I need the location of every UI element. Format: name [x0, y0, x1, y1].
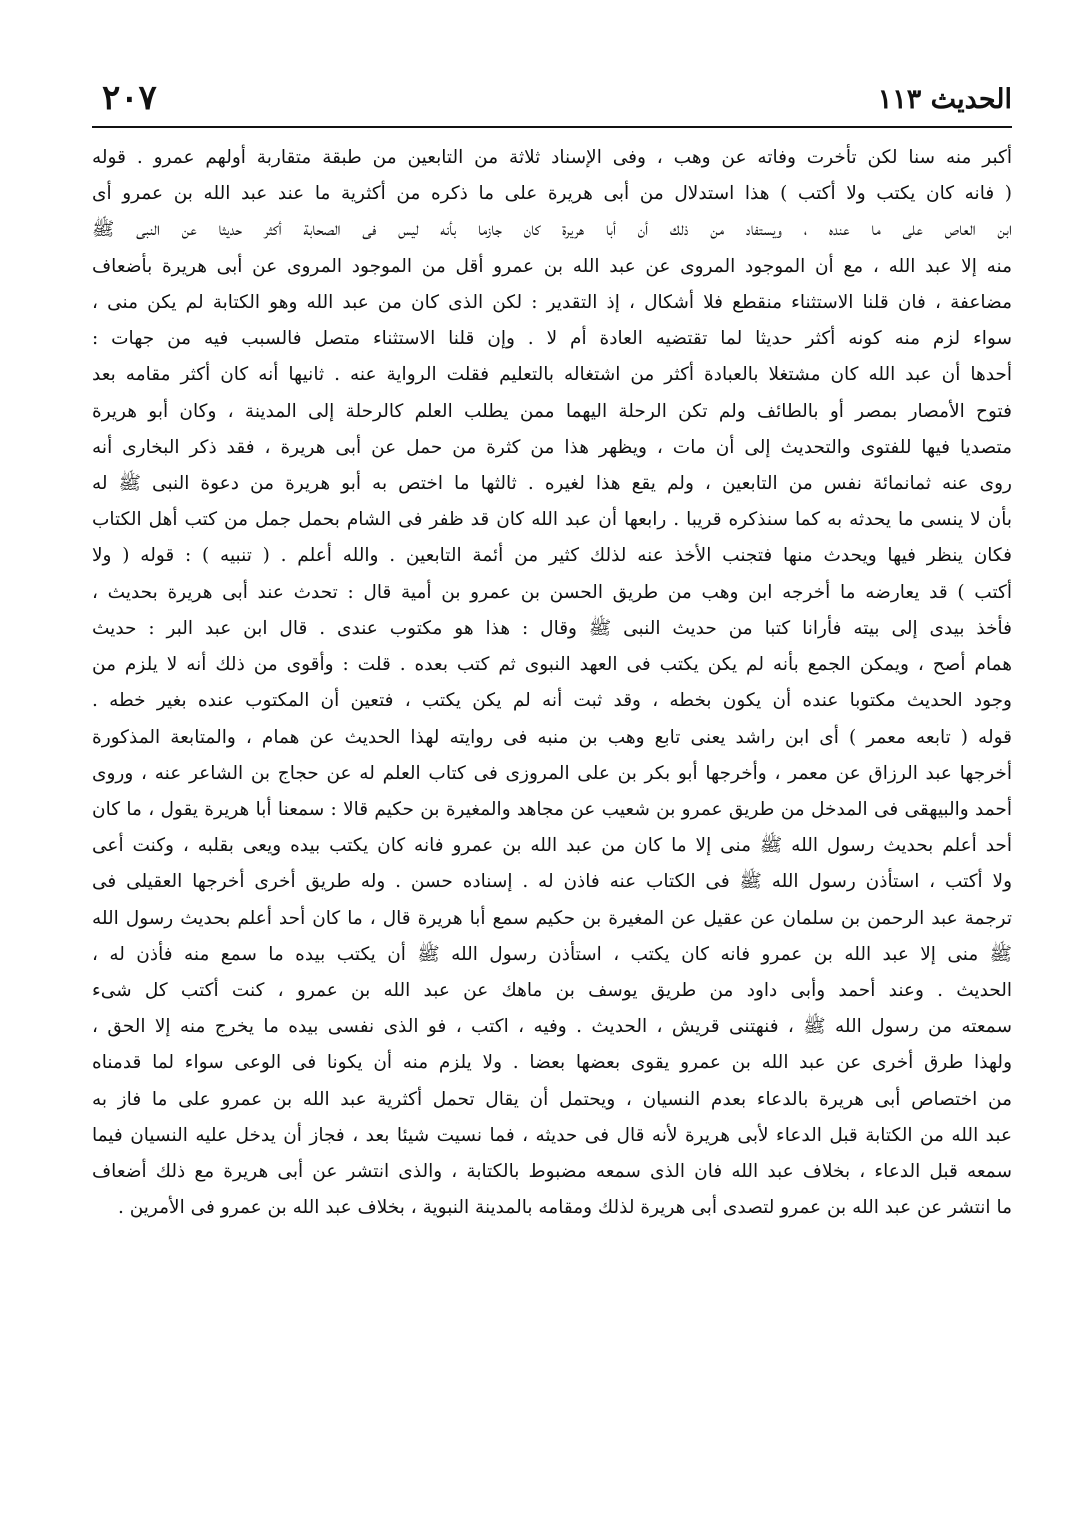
text-line: فكان ينظر فيها ويحدث منها فتجنب الأخذ عنه لذلك كثير من أئمة التابعين . والله أعلم . ( تنبيه ) : قوله ( ولا: [92, 545, 1012, 567]
text-line: متصديا فيها للفتوى والتحديث إلى أن مات ، ويظهر هذا من كثرة من حمل عن أبى هريرة ، فقد ذكر البخارى أنه: [92, 436, 1012, 458]
text-line: الحديث . وعند أحمد وأبى داود من طريق يوسف بن ماهك عن عبد الله بن عمرو ، كنت أكتب كل شىء: [92, 980, 1012, 1002]
text-line: عبد الله من الكتابة قبل الدعاء لأبى هريرة لأنه قال فى حديثه ، فما نسيت شيئا بعد ، فجاز أن يدخل عليه النسيان فيما: [92, 1124, 1012, 1146]
text-line: أخرجها عبد الرزاق عن معمر ، وأخرجها أبو بكر بن على المروزى فى كتاب العلم له عن حجاج بن الشاعر عنه ، وروى: [92, 762, 1012, 784]
text-line: قوله ( تابعه معمر ) أى ابن راشد يعنى تابع وهب بن منبه فى روايته لهذا الحديث عن همام ، والمتابعة المذكورة: [92, 726, 1012, 748]
text-line: مضاعفة ، فان قلنا الاستثناء منقطع فلا أشكال ، إذ التقدير : لكن الذى كان من عبد الله وهو الكتابة لم يكن منى ،: [92, 291, 1012, 313]
text-line: أكبر منه سنا لكن تأخرت وفاته عن وهب ، وفى الإسناد ثلاثة من التابعين من طبقة متقاربة أولهم عمرو . قوله: [92, 147, 1012, 168]
text-line: ترجمة عبد الرحمن بن سلمان عن عقيل عن المغيرة بن حكيم سمع أبا هريرة قال ، ما كان أحد أعلم بحديث رسول الله: [92, 907, 1012, 929]
text-line: ابن العاص على ما عنده ، ويستفاد من ذلك أن أبا هريرة كان جازما بأنه ليس فى الصحابة أكثر حديثا عن النبى ﷺ: [92, 219, 1012, 241]
text-line: سواء لزم منه كونه أكثر حديثا لما تقتضيه العادة أم لا . وإن قلنا الاستثناء متصل فالسبب فيه من جهات :: [92, 328, 1012, 350]
text-line: روى عنه ثمانمائة نفس من التابعين ، ولم يقع هذا لغيره . ثالثها ما اختص به أبو هريرة من دعوة النبى ﷺ له: [92, 472, 1012, 494]
text-line: منه إلا عبد الله ، مع أن الموجود المروى عن عبد الله بن عمرو أقل من الموجود المروى عن أبى هريرة بأضعاف: [92, 255, 1012, 277]
text-line: سمعته من رسول الله ﷺ ، فنهتنى قريش ، الحديث . وفيه ، اكتب ، فو الذى نفسى بيده ما يخرج منه إلا الحق ،: [92, 1016, 1012, 1038]
text-line: ولهذا طرق أخرى عن عبد الله بن عمرو يقوى بعضها بعضا . ولا يلزم منه أن يكونا فى الوعى سواء لما قدمناه: [92, 1052, 1012, 1074]
text-line: ما انتشر عن عبد الله بن عمرو لتصدى أبى هريرة لذلك ومقامه بالمدينة النبوية ، بخلاف عبد الله بن عمرو فى الأمرين .: [117, 1197, 1012, 1219]
text-line: فأخذ بيدى إلى بيته فأرانا كتبا من حديث النبى ﷺ وقال : هذا هو مكتوب عندى . قال ابن عبد البر : حديث: [92, 617, 1012, 639]
page-header: [92, 78, 1012, 124]
text-line: همام أصح ، ويمكن الجمع بأنه لم يكن يكتب فى العهد النبوى ثم كتب بعده . قلت : وأقوى من ذلك أنه لا يلزم من: [92, 654, 1012, 676]
text-line: ( فانه كان يكتب ولا أكتب ) هذا استدلال من أبى هريرة على ما ذكره من أكثرية ما عند عبد الله بن عمرو أى: [92, 183, 1012, 205]
text-line: أحمد والبيهقى فى المدخل من طريق عمرو بن شعيب عن مجاهد والمغيرة بن حكيم قالا : سمعنا أبا هريرة يقول ، ما كان: [92, 798, 1012, 820]
text-line: أحدها أن عبد الله كان مشتغلا بالعبادة أكثر من اشتغاله بالتعليم فقلت الرواية عنه . ثانيها أنه كان أكثر مقامه بعد: [92, 364, 1012, 386]
header-rule: [92, 126, 1012, 128]
text-line: ولا أكتب ، استأذن رسول الله ﷺ فى الكتاب عنه فاذن له . إسناده حسن . وله طريق أخرى أخرجها العقيلى فى: [92, 871, 1012, 893]
body-text: [92, 140, 1012, 1227]
text-line: أحد أعلم بحديث رسول الله ﷺ منى إلا ما كان من عبد الله بن عمرو فانه كان يكتب بيده ويعى بقلبه ، وكنت أعى: [92, 835, 1012, 857]
page-number: ٢٠٧: [102, 78, 157, 118]
text-line: أكتب ) قد يعارضه ما أخرجه ابن وهب من طريق الحسن بن عمرو بن أمية قال : تحدث عند أبى هريرة بحديث ،: [92, 581, 1012, 603]
text-line: ﷺ منى إلا عبد الله بن عمرو فانه كان يكتب ، استأذن رسول الله ﷺ أن يكتب بيده ما سمع منه فأذن له ،: [92, 943, 1012, 965]
running-head: الحديث ١١٣: [877, 84, 1012, 115]
text-line: من اختصاص أبى هريرة بالدعاء بعدم النسيان ، ويحتمل أن يقال تحمل أكثرية عبد الله بن عمرو على ما فاز به: [92, 1088, 1012, 1110]
text-line: سمعه قبل الدعاء ، بخلاف عبد الله فان الذى سمعه مضبوط بالكتابة ، والذى انتشر عن أبى هريرة مع ذلك أضعاف: [92, 1161, 1012, 1183]
text-line: بأن لا ينسى ما يحدثه به كما سنذكره قريبا . رابعها أن عبد الله كان قد ظفر فى الشام بحمل جمل من كتب أهل الكتاب: [92, 509, 1012, 531]
text-line: وجود الحديث مكتوبا عنده أن يكون بخطه ، وقد ثبت أنه لم يكن يكتب ، فتعين أن المكتوب عنده بغير خطه .: [92, 690, 1012, 712]
text-line: فتوح الأمصار بمصر أو بالطائف ولم تكن الرحلة اليهما ممن يطلب العلم كالرحلة إلى المدينة ، وكان أبو هريرة: [92, 400, 1012, 422]
